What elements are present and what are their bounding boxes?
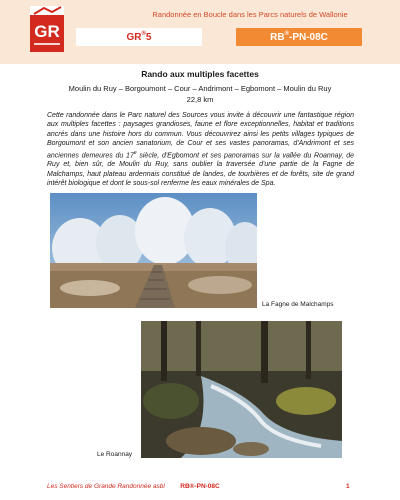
logo-text: GR (34, 22, 60, 41)
gr-number: 5 (145, 31, 152, 43)
footer-code: RB®-PN-08C (180, 483, 220, 490)
rb-code: -PN-08C (288, 31, 328, 43)
header-banner (0, 0, 400, 64)
photo-fagne-de-malchamps (50, 193, 257, 308)
rb-code-box (236, 28, 362, 46)
gr-registered-mark: ® (141, 31, 146, 37)
gr-label-box (76, 28, 202, 46)
hike-intro (47, 111, 354, 189)
intro-superscript: e (133, 149, 137, 156)
photo-roannay (141, 321, 342, 458)
intro-text-part1: Cette randonnée dans le Parc naturel des Sources vous invite à découvrir une fantastique région aux multiples facettes : paysages grandioses, faune et flore exceptionnelles, habitat et traditions ancrés dans une histoire hors du commun. Vous découvrirez ainsi les petits villages typiques de Borgoumont et son ancien sanatorium, de Cour et ses vastes panoramas, d'Andrimont et ses anciennes demeures du 17 (47, 112, 354, 159)
hike-title: Rando aux multiples facettes (141, 69, 259, 79)
hike-route: Moulin du Ruy – Borgoumont – Cour – Andrimont – Egbomont – Moulin du Ruy (68, 84, 332, 93)
banner-title: Randonnée en Boucle dans les Parcs naturels de Wallonie (152, 10, 348, 19)
intro-text-part2: siècle, d'Egbomont et ses panoramas sur la vallée du Roannay, de Ruy et, bien sûr, de Moulin du Ruy, sans oublier la traversée d'une partie de la Fagne de Malchamps, haut plateau ardennais constitué de landes, de tourbières et de forêts, site de grand intérêt biologique et dont le sous-sol renferme les eaux minérales de Spa. (47, 151, 354, 188)
hike-distance: 22,8 km (186, 95, 214, 104)
gr-logo (30, 6, 64, 52)
footer-organization: Les Sentiers de Grande Randonnée asbl (47, 483, 165, 490)
footer-page-number: 1 (346, 483, 350, 490)
photo-caption-roannay: Le Roannay (97, 451, 133, 458)
gr-label: GR (126, 31, 142, 43)
rb-registered-mark: ® (284, 31, 289, 37)
rb-label: RB (270, 31, 285, 43)
photo-caption-fagne: La Fagne de Malchamps (262, 301, 334, 308)
